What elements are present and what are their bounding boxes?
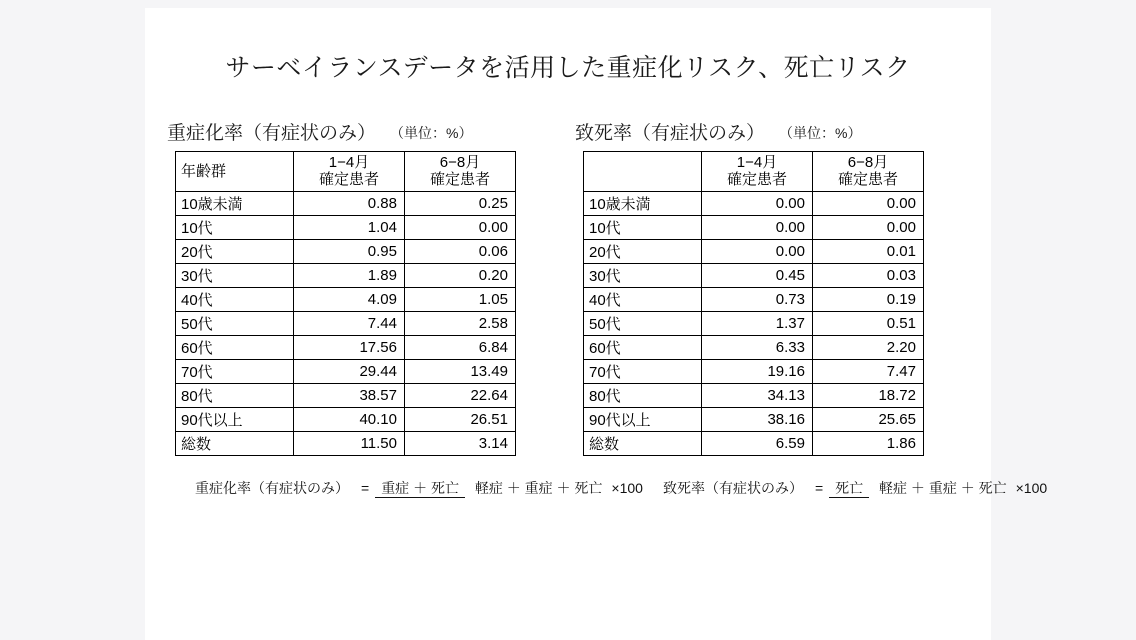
- row-label: 90代以上: [584, 407, 702, 431]
- header-period-2-line1: 6−8月: [847, 154, 889, 171]
- header-period-1: [294, 152, 405, 192]
- row-label: 40代: [584, 287, 702, 311]
- table-header-row: [176, 152, 516, 192]
- row-label: 70代: [584, 359, 702, 383]
- cell-period-1: 34.13: [702, 383, 813, 407]
- table-row: [176, 407, 516, 431]
- panel-fatality-header: [575, 118, 969, 145]
- cell-period-1: 17.56: [294, 335, 405, 359]
- table-row: [176, 263, 516, 287]
- table-row: [176, 335, 516, 359]
- cell-period-2: 25.65: [813, 407, 924, 431]
- cell-period-2: 0.00: [813, 215, 924, 239]
- formula-fatality-fraction: [829, 478, 1012, 498]
- row-label: 50代: [176, 311, 294, 335]
- header-period-1-line2: 確定患者: [318, 171, 379, 189]
- table-row: [176, 359, 516, 383]
- header-period-1-line1: 1−4月: [736, 154, 778, 171]
- cell-period-2: 0.03: [813, 263, 924, 287]
- row-label: 30代: [584, 263, 702, 287]
- table-row: [584, 359, 924, 383]
- table-row: [584, 191, 924, 215]
- page-title: サーベイランスデータを活用した重症化リスク、死亡リスク: [225, 54, 911, 82]
- formula-fatality-equals: =: [814, 479, 824, 496]
- cell-period-1: 0.45: [702, 263, 813, 287]
- row-label: 60代: [584, 335, 702, 359]
- table-row: [176, 239, 516, 263]
- cell-period-2: 0.51: [813, 311, 924, 335]
- cell-period-1: 0.73: [702, 287, 813, 311]
- cell-period-2: 0.25: [405, 191, 516, 215]
- table-row: [584, 383, 924, 407]
- cell-period-2: 1.86: [813, 431, 924, 455]
- severity-table: [175, 151, 516, 456]
- cell-period-1: 0.88: [294, 191, 405, 215]
- cell-period-1: 1.37: [702, 311, 813, 335]
- table-row: [584, 311, 924, 335]
- table-row: [176, 287, 516, 311]
- formula-severity: [195, 478, 643, 498]
- cell-period-1: 0.95: [294, 239, 405, 263]
- panel-severity-title: 重症化率（有症状のみ）: [167, 123, 377, 144]
- table-row: [584, 239, 924, 263]
- cell-period-2: 26.51: [405, 407, 516, 431]
- formula-severity-numerator: 重症 ＋ 死亡: [375, 480, 465, 498]
- cell-period-1: 1.04: [294, 215, 405, 239]
- row-label: 10代: [176, 215, 294, 239]
- cell-period-1: 6.59: [702, 431, 813, 455]
- panel-fatality-unit: （単位：%）: [779, 125, 862, 141]
- row-label: 総数: [584, 431, 702, 455]
- table-header-row: [584, 152, 924, 192]
- cell-period-1: 0.00: [702, 239, 813, 263]
- row-label: 80代: [584, 383, 702, 407]
- cell-period-2: 0.20: [405, 263, 516, 287]
- header-period-2: [813, 152, 924, 192]
- row-label: 総数: [176, 431, 294, 455]
- cell-period-1: 38.16: [702, 407, 813, 431]
- table-row-total: [584, 431, 924, 455]
- row-label: 70代: [176, 359, 294, 383]
- cell-period-2: 0.00: [813, 191, 924, 215]
- formula-fatality: [663, 478, 1047, 498]
- table-row: [584, 263, 924, 287]
- header-period-2: [405, 152, 516, 192]
- panels-container: [145, 118, 991, 456]
- row-label: 40代: [176, 287, 294, 311]
- cell-period-2: 1.05: [405, 287, 516, 311]
- cell-period-2: 18.72: [813, 383, 924, 407]
- cell-period-2: 2.58: [405, 311, 516, 335]
- formula-severity-label: 重症化率（有症状のみ）: [195, 479, 349, 496]
- cell-period-2: 0.06: [405, 239, 516, 263]
- row-label: 20代: [584, 239, 702, 263]
- cell-period-1: 7.44: [294, 311, 405, 335]
- row-label: 50代: [584, 311, 702, 335]
- cell-period-1: 4.09: [294, 287, 405, 311]
- cell-period-2: 2.20: [813, 335, 924, 359]
- formula-fatality-factor: ×100: [1015, 479, 1048, 496]
- cell-period-1: 1.89: [294, 263, 405, 287]
- cell-period-2: 7.47: [813, 359, 924, 383]
- formulas-container: [145, 478, 1048, 498]
- formula-fatality-numerator: 死亡: [829, 480, 869, 498]
- table-row: [176, 215, 516, 239]
- table-row: [176, 191, 516, 215]
- formula-severity-equals: =: [361, 479, 370, 496]
- header-period-2-line1: 6−8月: [439, 154, 481, 171]
- panel-severity: [167, 118, 561, 456]
- row-label: 20代: [176, 239, 294, 263]
- formula-severity-fraction: [375, 478, 608, 498]
- table-row: [176, 383, 516, 407]
- table-row: [584, 215, 924, 239]
- row-label: 30代: [176, 263, 294, 287]
- table-row: [584, 287, 924, 311]
- cell-period-1: 0.00: [702, 191, 813, 215]
- cell-period-1: 38.57: [294, 383, 405, 407]
- row-label: 60代: [176, 335, 294, 359]
- panel-severity-header: [167, 118, 561, 145]
- header-age-group: 年齢群: [176, 152, 294, 192]
- cell-period-2: 0.00: [405, 215, 516, 239]
- row-label: 10代: [584, 215, 702, 239]
- cell-period-1: 11.50: [294, 431, 405, 455]
- formula-fatality-label: 致死率（有症状のみ）: [662, 479, 803, 496]
- header-period-1: [702, 152, 813, 192]
- slide-canvas: [145, 8, 1048, 640]
- formula-severity-denominator: 軽症 ＋ 重症 ＋ 死亡: [474, 479, 603, 496]
- cell-period-2: 3.14: [405, 431, 516, 455]
- row-label: 10歳未満: [584, 191, 702, 215]
- formula-fatality-denominator: 軽症 ＋ 重症 ＋ 死亡: [879, 479, 1007, 496]
- cell-period-1: 0.00: [702, 215, 813, 239]
- formula-severity-factor: ×100: [611, 479, 643, 496]
- panel-fatality-title: 致死率（有症状のみ）: [575, 123, 766, 144]
- table-row: [176, 311, 516, 335]
- cell-period-2: 6.84: [405, 335, 516, 359]
- row-label: 90代以上: [176, 407, 294, 431]
- cell-period-2: 0.01: [813, 239, 924, 263]
- row-label: 80代: [176, 383, 294, 407]
- table-row-total: [176, 431, 516, 455]
- header-age-group: [584, 152, 702, 192]
- table-row: [584, 407, 924, 431]
- cell-period-2: 22.64: [405, 383, 516, 407]
- cell-period-1: 40.10: [294, 407, 405, 431]
- header-period-1-line1: 1−4月: [328, 154, 370, 171]
- table-row: [584, 335, 924, 359]
- cell-period-1: 19.16: [702, 359, 813, 383]
- header-period-2-line2: 確定患者: [429, 171, 490, 189]
- fatality-table: [583, 151, 924, 456]
- panel-severity-unit: （単位：%）: [390, 125, 473, 141]
- cell-period-1: 29.44: [294, 359, 405, 383]
- cell-period-2: 13.49: [405, 359, 516, 383]
- row-label: 10歳未満: [176, 191, 294, 215]
- panel-fatality: [575, 118, 969, 456]
- cell-period-2: 0.19: [813, 287, 924, 311]
- header-period-2-line2: 確定患者: [837, 171, 898, 189]
- cell-period-1: 6.33: [702, 335, 813, 359]
- header-period-1-line2: 確定患者: [726, 171, 787, 189]
